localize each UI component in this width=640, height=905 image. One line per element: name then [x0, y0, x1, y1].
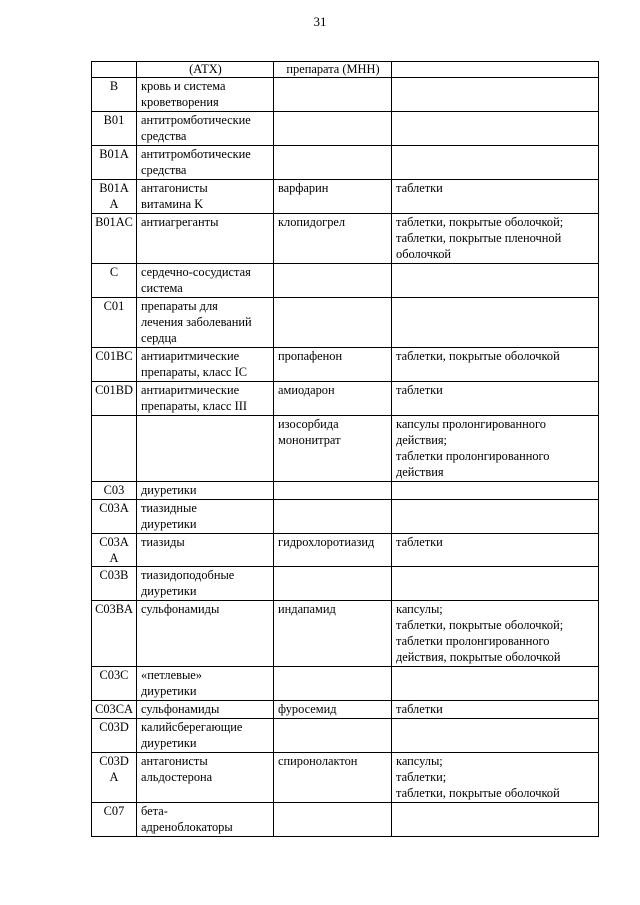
atc-group-cell: антитромботические средства — [137, 146, 274, 180]
table-row — [92, 667, 599, 701]
inn-name-cell: клопидогрел — [274, 214, 392, 264]
inn-name-cell: амиодарон — [274, 382, 392, 416]
table-row — [92, 601, 599, 667]
header-cell: (АТХ) — [137, 62, 274, 78]
atc-code-cell: B01A A — [92, 180, 137, 214]
atc-code-cell: C03B — [92, 567, 137, 601]
atc-code-cell: C03D A — [92, 753, 137, 803]
dosage-form-cell — [392, 719, 599, 753]
table-row — [92, 500, 599, 534]
table-body — [92, 62, 599, 837]
atc-group-cell: сульфонамиды — [137, 601, 274, 667]
dosage-form-cell: таблетки, покрытые оболочкой; таблетки, покрытые пленочной оболочкой — [392, 214, 599, 264]
dosage-form-cell — [392, 500, 599, 534]
inn-name-cell — [274, 78, 392, 112]
table-row — [92, 482, 599, 500]
header-cell — [392, 62, 599, 78]
table-row — [92, 78, 599, 112]
dosage-form-cell — [392, 298, 599, 348]
atc-code-cell: C01BD — [92, 382, 137, 416]
inn-name-cell — [274, 146, 392, 180]
atc-group-cell: бета- адреноблокаторы — [137, 803, 274, 837]
inn-name-cell: индапамид — [274, 601, 392, 667]
inn-name-cell: варфарин — [274, 180, 392, 214]
atc-code-cell: C07 — [92, 803, 137, 837]
atc-group-cell: антиаритмические препараты, класс IC — [137, 348, 274, 382]
table-row — [92, 753, 599, 803]
dosage-form-cell: таблетки, покрытые оболочкой — [392, 348, 599, 382]
atc-code-cell: B01 — [92, 112, 137, 146]
inn-name-cell — [274, 264, 392, 298]
atc-code-cell: C03A — [92, 500, 137, 534]
atc-code-cell: B01AC — [92, 214, 137, 264]
inn-name-cell: фуросемид — [274, 701, 392, 719]
atc-group-cell: антагонисты альдостерона — [137, 753, 274, 803]
atc-group-cell: антитромботические средства — [137, 112, 274, 146]
atc-group-cell: препараты для лечения заболеваний сердца — [137, 298, 274, 348]
table-row — [92, 264, 599, 298]
inn-name-cell: пропафенон — [274, 348, 392, 382]
dosage-form-cell: таблетки — [392, 534, 599, 567]
inn-name-cell — [274, 567, 392, 601]
table-row — [92, 112, 599, 146]
inn-name-cell: изосорбида мононитрат — [274, 416, 392, 482]
atc-group-cell: «петлевые» диуретики — [137, 667, 274, 701]
atc-group-cell: сердечно-сосудистая система — [137, 264, 274, 298]
atc-group-cell: антиагреганты — [137, 214, 274, 264]
dosage-form-cell — [392, 567, 599, 601]
dosage-form-cell — [392, 112, 599, 146]
atc-group-cell — [137, 416, 274, 482]
table-row — [92, 803, 599, 837]
table-row — [92, 382, 599, 416]
table-header-row — [92, 62, 599, 78]
inn-name-cell: гидрохлоротиазид — [274, 534, 392, 567]
table-row — [92, 146, 599, 180]
dosage-form-cell — [392, 264, 599, 298]
atc-code-cell: C — [92, 264, 137, 298]
atc-code-cell: C03BA — [92, 601, 137, 667]
atc-code-cell: B01A — [92, 146, 137, 180]
atc-code-cell: C03 — [92, 482, 137, 500]
header-cell: препарата (МНН) — [274, 62, 392, 78]
dosage-form-cell — [392, 667, 599, 701]
inn-name-cell: спиронолактон — [274, 753, 392, 803]
atc-code-cell — [92, 416, 137, 482]
dosage-form-cell — [392, 482, 599, 500]
page-number: 31 — [313, 14, 327, 29]
atc-group-cell: калийсберегающие диуретики — [137, 719, 274, 753]
atc-code-cell: C03A A — [92, 534, 137, 567]
atc-code-cell: C03D — [92, 719, 137, 753]
table-row — [92, 719, 599, 753]
atc-group-cell: сульфонамиды — [137, 701, 274, 719]
inn-name-cell — [274, 803, 392, 837]
atc-group-cell: антагонисты витамина K — [137, 180, 274, 214]
atc-group-cell: тиазидоподобные диуретики — [137, 567, 274, 601]
dosage-form-cell: таблетки — [392, 180, 599, 214]
dosage-form-cell: капсулы; таблетки; таблетки, покрытые оболочкой — [392, 753, 599, 803]
atc-code-cell: B — [92, 78, 137, 112]
inn-name-cell — [274, 112, 392, 146]
header-cell — [92, 62, 137, 78]
atc-group-cell: кровь и система кроветворения — [137, 78, 274, 112]
dosage-form-cell: таблетки — [392, 701, 599, 719]
atc-group-cell: тиазидные диуретики — [137, 500, 274, 534]
table-row — [92, 214, 599, 264]
medication-table — [91, 61, 599, 837]
table-row — [92, 701, 599, 719]
atc-code-cell: C01 — [92, 298, 137, 348]
table-row — [92, 298, 599, 348]
dosage-form-cell: капсулы; таблетки, покрытые оболочкой; таблетки пролонгированного действия, покрытые оболочкой — [392, 601, 599, 667]
dosage-form-cell: таблетки — [392, 382, 599, 416]
table-row — [92, 416, 599, 482]
atc-code-cell: C03C — [92, 667, 137, 701]
atc-group-cell: диуретики — [137, 482, 274, 500]
dosage-form-cell — [392, 78, 599, 112]
inn-name-cell — [274, 667, 392, 701]
inn-name-cell — [274, 500, 392, 534]
atc-code-cell: C01BC — [92, 348, 137, 382]
inn-name-cell — [274, 719, 392, 753]
dosage-form-cell — [392, 803, 599, 837]
table-row — [92, 180, 599, 214]
dosage-form-cell: капсулы пролонгированного действия; таблетки пролонгированного действия — [392, 416, 599, 482]
table-row — [92, 348, 599, 382]
dosage-form-cell — [392, 146, 599, 180]
atc-group-cell: антиаритмические препараты, класс III — [137, 382, 274, 416]
atc-code-cell: C03CA — [92, 701, 137, 719]
table-row — [92, 567, 599, 601]
inn-name-cell — [274, 482, 392, 500]
table-row — [92, 534, 599, 567]
atc-group-cell: тиазиды — [137, 534, 274, 567]
inn-name-cell — [274, 298, 392, 348]
